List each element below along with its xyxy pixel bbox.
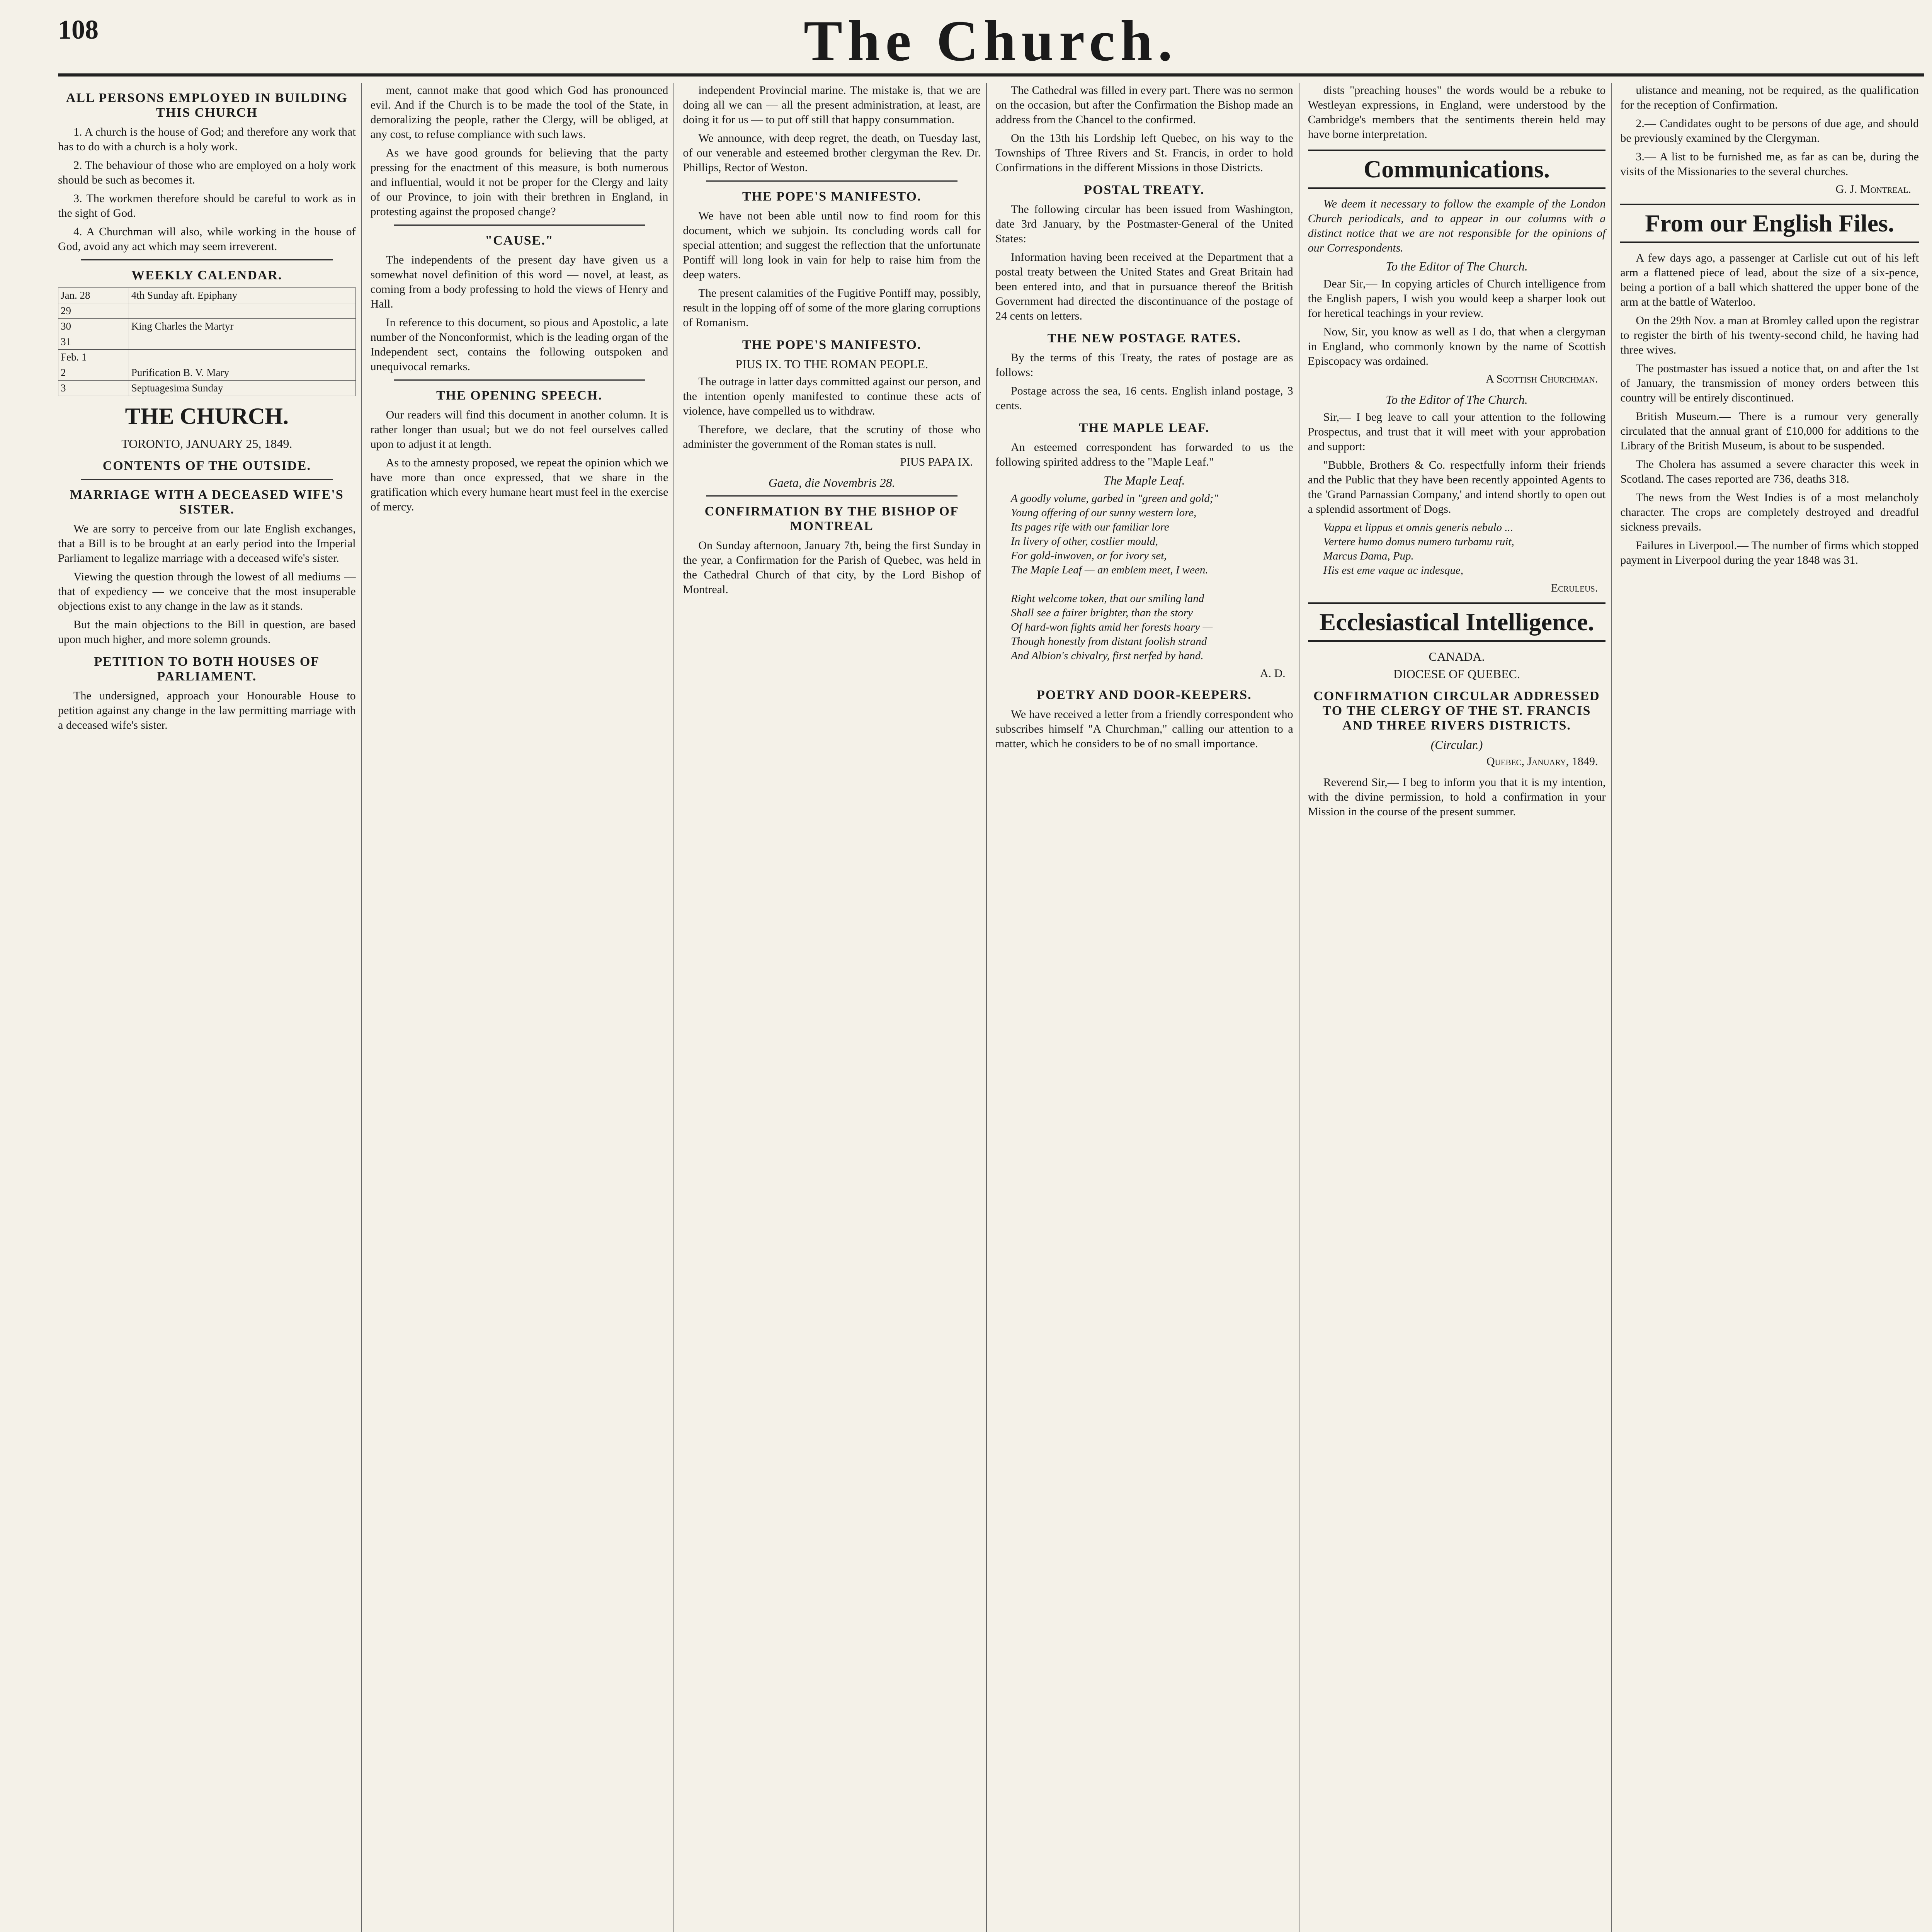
paragraph: The independents of the present day have given us a somewhat novel definition of this word — novel, at least, as coming from a body professing to hold the views of Henry and Hall. (370, 253, 668, 310)
poem-text: A goodly volume, garbed in "green and gold;" Young offering of our sunny western lore, Its pages rife with our familiar lore In livery of other, costlier mould, For gold-inwoven, or for ivory set, The Maple Leaf — an emblem meet, I ween. Right welcome token, that our smiling land Shall see a fairer brighter, than the story Of hard-won fights amid her forests hoary — Though honestly from distant foolish strand And Albion's chivalry, first nerfed by hand. (1011, 492, 1218, 662)
columns (58, 83, 1924, 1932)
paragraph: 3.— A list to be furnished me, as far as can be, during the visits of the Missionaries to the several churches. (1620, 150, 1919, 178)
column-4 (995, 83, 1299, 1932)
masthead-title: The Church. (803, 9, 1178, 73)
calendar-row (58, 303, 356, 319)
calendar-day (129, 350, 355, 365)
paragraph: The Cathedral was filled in every part. There was no sermon on the occasion, but after the Confirmation the Bishop made an address from the Chancel to the confirmed. (995, 84, 1293, 126)
news-item: British Museum.— There is a rumour very generally circulated that the annual grant of £10,000 for additions to the Library of the British Museum, is about to be suspended. (1620, 410, 1919, 452)
paragraph: On the 13th his Lordship left Quebec, on his way to the Townships of Three Rivers and St. Francis, in order to hold Confirmations in the different Missions in those Districts. (995, 132, 1293, 174)
notice-item: 3. The workmen therefore should be careful to work as in the sight of God. (58, 192, 356, 219)
petition-paragraph: The undersigned, approach your Honourable House to petition against any change in the law permitting marriage with a deceased wife's sister. (58, 689, 356, 731)
paragraph: Postage across the sea, 16 cents. English inland postage, 3 cents. (995, 384, 1293, 412)
divider (394, 224, 645, 226)
paragraph: Therefore, we declare, that the scrutiny of those who administer the government of the Roman states is null. (683, 423, 981, 451)
circular-date: Quebec, January, 1849. (1486, 755, 1598, 768)
calendar-day: King Charles the Martyr (129, 319, 355, 334)
paragraph: dists "preaching houses" the words would be a rebuke to Westleyan expressions, in England, were understood by the Cambridge's members that the sentiments therein held may have borne interpretation. (1308, 84, 1606, 141)
paragraph: We have received a letter from a friendly correspondent who subscribes himself "A Churchman," calling our attention to a matter, which he considers to be of no small importance. (995, 708, 1293, 750)
calendar-row (58, 381, 356, 396)
article-paragraph: We are sorry to perceive from our late English exchanges, that a Bill is to be brought at an early period into the Imperial Parliament to legalize marriage with a deceased wife's sister. (58, 522, 356, 565)
notice-item: 4. A Churchman will also, while working in the house of God, avoid any act which may seem irreverent. (58, 225, 356, 253)
paper-title: THE CHURCH. (125, 403, 289, 429)
latin-quote: Vappa et lippus et omnis generis nebulo ... Vertere humo domus numero turbamu ruit, Marcus Dama, Pup. His est eme vaque ac indesque, (1323, 521, 1514, 577)
manifesto2-subtitle: PIUS IX. TO THE ROMAN PEOPLE. (735, 357, 929, 371)
column-6 (1620, 83, 1924, 1932)
speech-title: THE OPENING SPEECH. (436, 388, 602, 403)
calendar-day: 4th Sunday aft. Epiphany (129, 288, 355, 303)
circular-subtitle: (Circular.) (1430, 738, 1483, 752)
calendar-row (58, 288, 356, 303)
paragraph: Sir,— I beg leave to call your attention to the following Prospectus, and trust that it will meet with your approbation and support: (1308, 411, 1606, 453)
divider (394, 379, 645, 381)
calendar-day (129, 303, 355, 319)
diocese-heading: DIOCESE OF QUEBEC. (1393, 667, 1520, 681)
news-item: Failures in Liverpool.— The number of firms which stopped payment in Liverpool during the year 1848 was 31. (1620, 539, 1919, 566)
postage-title: THE NEW POSTAGE RATES. (1047, 331, 1241, 345)
poem-signature: A. D. (1260, 667, 1286, 680)
column-2 (371, 83, 675, 1932)
bishop-signature: G. J. Montreal. (1835, 183, 1911, 196)
poem-title: The Maple Leaf. (1104, 473, 1185, 487)
manifesto-title: THE POPE'S MANIFESTO. (742, 189, 922, 204)
maple-title: THE MAPLE LEAF. (1079, 421, 1210, 435)
paragraph: ment, cannot make that good which God has pronounced evil. And if the Church is to be made the tool of the State, in demoralizing the people, rather the Clergy, will be obliged, at any cost, to refuse compliance with such laws. (370, 84, 668, 141)
news-item: The news from the West Indies is of a most melancholy character. The crops are completely destroyed and dreadful sickness prevails. (1620, 491, 1919, 533)
paragraph: In reference to this document, so pious and Apostolic, a late number of the Nonconformist, which is the leading organ of the Independent sect, contains the following outspoken and unequivocal remarks. (370, 316, 668, 373)
communications-note: We deem it necessary to follow the example of the London Church periodicals, and to appear in our columns with a distinct notice that we are not responsible for the opinions of our Correspondents. (1308, 197, 1606, 254)
notice-title: ALL PERSONS EMPLOYED IN BUILDING THIS CHURCH (66, 91, 348, 120)
calendar-title: WEEKLY CALENDAR. (131, 268, 282, 282)
calendar-date: 3 (58, 381, 129, 396)
paragraph: An esteemed correspondent has forwarded to us the following spirited address to the "Maple Leaf." (995, 441, 1293, 468)
circular-title: CONFIRMATION CIRCULAR ADDRESSED TO THE CLERGY OF THE ST. FRANCIS AND THREE RIVERS DISTRICTS. (1313, 689, 1600, 733)
calendar-row (58, 365, 356, 381)
calendar-table (58, 287, 356, 396)
calendar-row (58, 334, 356, 350)
dateline: TORONTO, JANUARY 25, 1849. (121, 437, 293, 451)
news-item: The Cholera has assumed a severe character this week in Scotland. The cases reported are 736, deaths 318. (1620, 458, 1919, 485)
article-title: MARRIAGE WITH A DECEASED WIFE'S SISTER. (70, 488, 344, 517)
paragraph: As to the amnesty proposed, we repeat the opinion which we have more than once expressed, that we share in the gratification which every humane heart must feel in the exercise of mercy. (370, 456, 668, 513)
paragraph: The present calamities of the Fugitive Pontiff may, possibly, result in the lopping off of some of the more glaring corruptions of Romanism. (683, 287, 981, 329)
paragraph: On Sunday afternoon, January 7th, being the first Sunday in the year, a Confirmation for the Parish of Quebec, was held in the Cathedral Church of that city, by the Lord Bishop of Montreal. (683, 539, 981, 596)
letter-addressee: To the Editor of The Church. (1386, 393, 1528, 406)
paragraph: Our readers will find this document in another column. It is rather longer than usual; but we do not feel ourselves called upon to adjust it at length. (370, 408, 668, 451)
masthead-rule (58, 73, 1924, 77)
article-paragraph: But the main objections to the Bill in question, are based upon much higher, and more solemn grounds. (58, 618, 356, 646)
paragraph: Dear Sir,— In copying articles of Church intelligence from the English papers, I wish you would keep a sharper look out for heretical teachings in your review. (1308, 277, 1606, 320)
letter-signature: Ecruleus. (1551, 582, 1598, 594)
letter-addressee: To the Editor of The Church. (1386, 259, 1528, 273)
foreign-news-title: From our English Files. (1620, 204, 1919, 243)
confirmation-title: CONFIRMATION BY THE BISHOP OF MONTREAL (704, 504, 959, 533)
page-number: 108 (58, 15, 99, 45)
calendar-date: 29 (58, 303, 129, 319)
calendar-day: Septuagesima Sunday (129, 381, 355, 396)
divider (81, 479, 333, 480)
calendar-day: Purification B. V. Mary (129, 365, 355, 381)
calendar-row (58, 319, 356, 334)
divider (81, 259, 333, 260)
notice-item: 2. The behaviour of those who are employed on a holy work should be such as becomes it. (58, 159, 356, 186)
paragraph: We have not been able until now to find room for this document, which we subjoin. Its concluding words call for special attention; and suggest the reflection that the unfortunate Pontiff will long look in vain for help to raise him from the deep waters. (683, 209, 981, 281)
communications-title: Communications. (1308, 150, 1606, 189)
contents-title: CONTENTS OF THE OUTSIDE. (102, 459, 311, 473)
paragraph: Now, Sir, you know as well as I do, that when a clergyman in England, who commonly known by the name of Scottish Episcopacy was ordained. (1308, 325, 1606, 367)
calendar-date: 2 (58, 365, 129, 381)
paragraph: independent Provincial marine. The mistake is, that we are doing all we can — all the present administration, at least, are doing it for us — to put off still that happy consummation. (683, 84, 981, 126)
ecclesiastical-title: Ecclesiastical Intelligence. (1308, 602, 1606, 642)
paragraph: Information having been received at the Department that a postal treaty between the United States and Great Britain had been entered into, and that in pursuance thereof the British Government had directed the discontinuance of the postage of 24 cents on letters. (995, 251, 1293, 322)
calendar-date: 31 (58, 334, 129, 350)
paragraph: "Bubble, Brothers & Co. respectfully inform their friends and the Public that they have been recently appointed Agents to the 'Grand Parnassian Company,' and intend shortly to open out a splendid assortment of Dogs. (1308, 459, 1606, 515)
paragraph: The following circular has been issued from Washington, date 3rd January, by the Postmaster-General of the United States: (995, 203, 1293, 245)
divider (706, 180, 957, 182)
calendar-row (58, 350, 356, 365)
paragraph: ulistance and meaning, not be required, as the qualification for the reception of Confirmation. (1620, 84, 1919, 111)
petition-title: PETITION TO BOTH HOUSES OF PARLIAMENT. (94, 655, 320, 684)
paragraph: The outrage in latter days committed against our person, and the intention openly manifested to continue these acts of violence, have compelled us to withdraw. (683, 375, 981, 417)
column-5 (1308, 83, 1612, 1932)
column-3 (683, 83, 987, 1932)
news-item: On the 29th Nov. a man at Bromley called upon the registrar to register the birth of his twenty-second child, he having had three wives. (1620, 314, 1919, 356)
manifesto-date: Gaeta, die Novembris 28. (768, 476, 895, 490)
manifesto2-title: THE POPE'S MANIFESTO. (742, 338, 922, 352)
divider (706, 495, 957, 497)
manifesto-signature: PIUS PAPA IX. (900, 456, 973, 468)
paragraph: 2.— Candidates ought to be persons of due age, and should be previously examined by the Clergyman. (1620, 117, 1919, 145)
column-1 (58, 83, 362, 1932)
paragraph: We announce, with deep regret, the death, on Tuesday last, of our venerable and esteemed brother clergyman the Rev. Dr. Phillips, Rector of Weston. (683, 132, 981, 174)
letter-signature: A Scottish Churchman. (1485, 372, 1598, 385)
treaty-title: POSTAL TREATY. (1084, 183, 1205, 197)
cause-title: "CAUSE." (485, 233, 554, 248)
paragraph: Reverend Sir,— I beg to inform you that it is my intention, with the divine permission, to hold a confirmation in your Mission in the course of the present summer. (1308, 776, 1606, 818)
calendar-day (129, 334, 355, 350)
article-paragraph: Viewing the question through the lowest of all mediums — that of expediency — we conceive that the most insuperable objections exist to any change in the law as it stands. (58, 570, 356, 612)
calendar-date: 30 (58, 319, 129, 334)
notice-item: 1. A church is the house of God; and therefore any work that has to do with a church is a holy work. (58, 126, 356, 153)
canada-heading: CANADA. (1429, 650, 1485, 663)
news-item: The postmaster has issued a notice that, on and after the 1st of January, the transmission of money orders between this country will be entirely discontinued. (1620, 362, 1919, 404)
paragraph: By the terms of this Treaty, the rates of postage are as follows: (995, 351, 1293, 379)
paragraph: As we have good grounds for believing that the party pressing for the enactment of this measure, is both numerous and influential, would it not be proper for the Clergy and laity of our Province, to join with their brethren in England, in protesting against the proposed change? (370, 146, 668, 218)
news-item: A few days ago, a passenger at Carlisle cut out of his left arm a flattened piece of lead, about the size of a six-pence, being a portion of a ball which shattered the upper bone of the arm at the battle of Waterloo. (1620, 252, 1919, 308)
calendar-date: Jan. 28 (58, 288, 129, 303)
calendar-date: Feb. 1 (58, 350, 129, 365)
poetry-title: POETRY AND DOOR-KEEPERS. (1037, 688, 1252, 702)
